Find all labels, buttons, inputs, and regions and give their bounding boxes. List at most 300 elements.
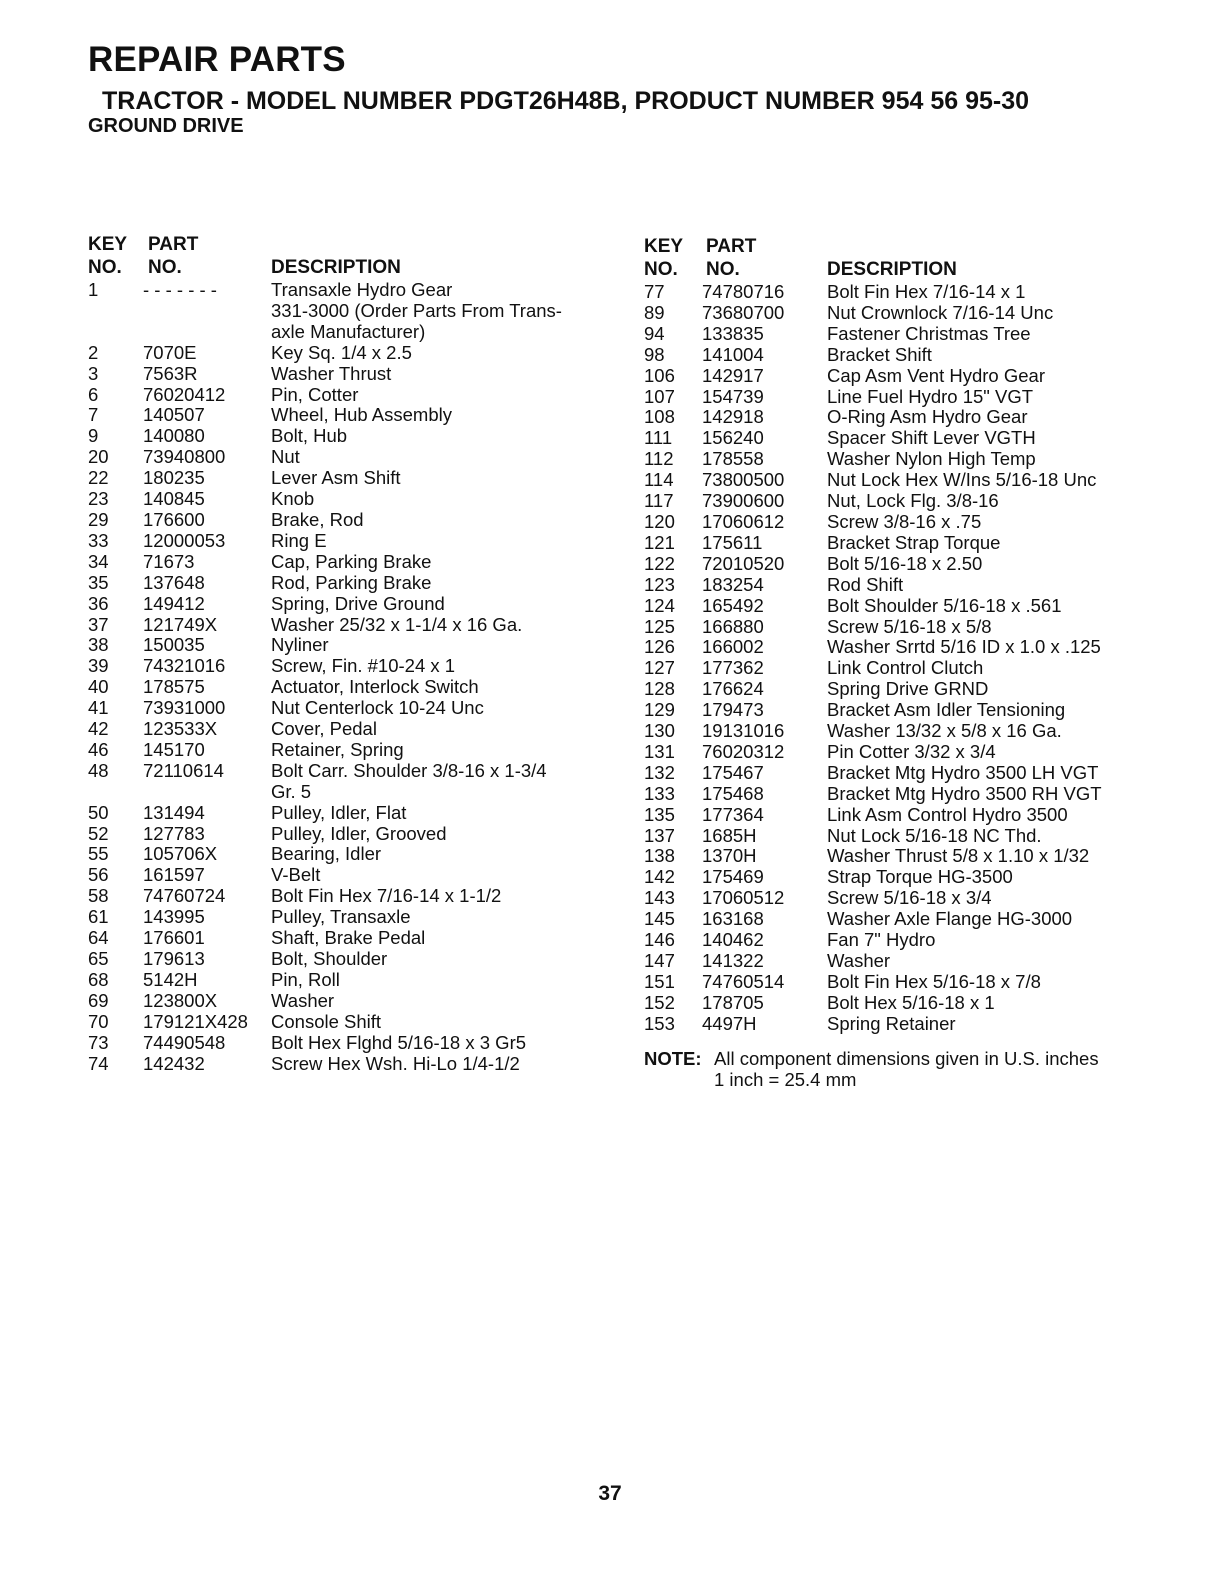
key-number: 146	[644, 929, 675, 951]
part-number: 5142H	[143, 968, 198, 990]
table-row	[644, 867, 1144, 888]
part-number: 175469	[702, 866, 764, 888]
part-number: 123800X	[143, 989, 218, 1011]
part-description: Pin, Roll	[271, 968, 340, 990]
table-row	[88, 949, 628, 970]
part-number: 74321016	[143, 655, 226, 677]
table-row	[644, 826, 1144, 847]
part-number: 76020412	[143, 383, 226, 405]
table-row	[88, 865, 628, 886]
key-number: 34	[88, 550, 109, 572]
key-number: 36	[88, 592, 109, 614]
part-number: 19131016	[702, 720, 785, 742]
key-number: 142	[644, 866, 675, 888]
key-number: 125	[644, 615, 675, 637]
part-number: 183254	[702, 573, 764, 595]
part-number: 165492	[702, 594, 764, 616]
table-row	[88, 740, 628, 761]
part-description: Fastener Christmas Tree	[827, 322, 1031, 344]
key-number: 145	[644, 908, 675, 930]
table-row	[644, 449, 1144, 470]
part-number: 142918	[702, 406, 764, 428]
note-text: All component dimensions given in U.S. inches	[714, 1047, 1099, 1069]
part-description: Bracket Mtg Hydro 3500 LH VGT	[827, 761, 1099, 783]
part-number: 143995	[143, 906, 205, 928]
part-number: 142917	[702, 364, 764, 386]
part-number: 73940800	[143, 446, 226, 468]
part-number: 137648	[143, 571, 205, 593]
part-description: Wheel, Hub Assembly	[271, 404, 452, 426]
part-number: 74780716	[702, 281, 785, 302]
table-row	[644, 951, 1144, 972]
table-row	[644, 428, 1144, 449]
table-row	[644, 491, 1144, 512]
table-row	[88, 1054, 628, 1075]
section-title: GROUND DRIVE	[88, 115, 244, 137]
table-row	[88, 468, 628, 489]
key-number: 55	[88, 843, 109, 865]
part-number: 74760514	[702, 970, 785, 992]
part-description: Nut Lock 5/16-18 NC Thd.	[827, 824, 1042, 846]
table-row	[88, 573, 628, 594]
key-number: 120	[644, 510, 675, 532]
part-number: 177362	[702, 657, 764, 679]
table-row	[88, 426, 628, 447]
part-description: Bolt 5/16-18 x 2.50	[827, 552, 983, 574]
part-description: Screw, Fin. #10-24 x 1	[271, 655, 456, 677]
key-number: 135	[644, 803, 675, 825]
description-header: DESCRIPTION	[271, 257, 401, 278]
part-number: 17060612	[702, 510, 785, 532]
part-number: 72010520	[702, 552, 785, 574]
key-number: 46	[88, 738, 109, 760]
key-number: 56	[88, 864, 109, 886]
key-header: KEY	[88, 234, 128, 255]
table-row	[88, 677, 628, 698]
part-number: 73680700	[702, 301, 785, 323]
part-number: 150035	[143, 634, 205, 656]
part-number: 121749X	[143, 613, 218, 635]
part-number: 133835	[702, 322, 764, 344]
part-description: Bracket Asm Idler Tensioning	[827, 699, 1066, 721]
part-description: O-Ring Asm Hydro Gear	[827, 406, 1028, 428]
note-conversion: 1 inch = 25.4 mm	[714, 1068, 857, 1090]
key-number: 133	[644, 782, 675, 804]
part-description: Washer	[827, 950, 891, 971]
key-number: 132	[644, 761, 675, 783]
part-description: Strap Torque HG-3500	[827, 866, 1013, 888]
part-description: Spring Retainer	[827, 1012, 956, 1034]
part-number: 166002	[702, 636, 764, 658]
key-number: 114	[644, 469, 674, 491]
table-row	[644, 387, 1144, 408]
part-description: Bolt Shoulder 5/16-18 x .561	[827, 594, 1062, 616]
key-no-header: NO.	[644, 259, 678, 280]
table-row	[644, 679, 1144, 700]
part-number: 123533X	[143, 718, 218, 740]
key-number: 129	[644, 699, 675, 721]
part-description: Console Shift	[271, 1010, 382, 1032]
table-row	[644, 282, 1144, 303]
key-number: 152	[644, 991, 675, 1013]
key-number: 2	[88, 341, 99, 363]
table-row	[88, 928, 628, 949]
part-description: Screw 3/8-16 x .75	[827, 510, 982, 532]
part-number: 175611	[702, 531, 763, 553]
table-row	[88, 489, 628, 510]
table-row	[644, 1014, 1144, 1035]
part-number: 145170	[143, 738, 205, 760]
part-header: PART	[706, 236, 757, 257]
part-description: Screw 5/16-18 x 3/4	[827, 887, 992, 909]
table-row	[644, 888, 1144, 909]
part-number: 154739	[702, 385, 764, 407]
key-number: 69	[88, 989, 109, 1011]
part-description: Cover, Pedal	[271, 718, 377, 740]
table-row	[88, 761, 628, 803]
key-number: 9	[88, 425, 99, 447]
key-number: 121	[644, 531, 675, 553]
table-row	[644, 303, 1144, 324]
key-number: 106	[644, 364, 675, 386]
part-number: 175467	[702, 761, 764, 783]
part-description: Washer Thrust 5/8 x 1.10 x 1/32	[827, 845, 1090, 867]
key-number: 138	[644, 845, 675, 867]
part-number: 179613	[143, 948, 205, 969]
parts-list-right	[644, 236, 1144, 1090]
part-description: Spring, Drive Ground	[271, 592, 445, 614]
part-description: Link Control Clutch	[827, 657, 984, 679]
part-description: Pulley, Idler, Grooved	[271, 822, 447, 844]
parts-list-header	[644, 236, 1144, 282]
part-number: 1685H	[702, 824, 757, 846]
key-number: 143	[644, 887, 675, 909]
table-row	[88, 510, 628, 531]
table-row	[88, 1033, 628, 1054]
key-number: 37	[88, 613, 109, 635]
table-row	[644, 721, 1144, 742]
part-description: Cap, Parking Brake	[271, 550, 432, 572]
part-description: Nut Lock Hex W/Ins 5/16-18 Unc	[827, 469, 1097, 491]
table-row	[644, 909, 1144, 930]
part-description: Shaft, Brake Pedal	[271, 927, 426, 949]
part-description: Transaxle Hydro Gear	[271, 279, 453, 300]
part-number: 74760724	[143, 885, 226, 907]
key-number: 137	[644, 824, 675, 846]
table-row	[88, 719, 628, 740]
part-description: Bracket Mtg Hydro 3500 RH VGT	[827, 782, 1102, 804]
part-no-header: NO.	[148, 257, 182, 278]
part-number: 7070E	[143, 341, 197, 363]
table-row	[88, 824, 628, 845]
part-number: 140845	[143, 488, 205, 510]
table-row	[644, 993, 1144, 1014]
part-description: Spring Drive GRND	[827, 678, 989, 700]
part-number: 175468	[702, 782, 764, 804]
table-row	[88, 531, 628, 552]
part-description: Washer 13/32 x 5/8 x 16 Ga.	[827, 720, 1062, 742]
part-no-header: NO.	[706, 259, 740, 280]
key-number: 48	[88, 759, 109, 781]
table-row	[644, 324, 1144, 345]
key-number: 122	[644, 552, 675, 574]
part-number: 140507	[143, 404, 205, 426]
part-description: Nut Centerlock 10-24 Unc	[271, 697, 484, 719]
part-description: Washer Axle Flange HG-3000	[827, 908, 1073, 930]
part-number: 179121X428	[143, 1010, 248, 1032]
table-row	[644, 658, 1144, 679]
part-number: 179473	[702, 699, 764, 721]
key-number: 6	[88, 383, 99, 405]
parts-list-header	[88, 234, 628, 280]
key-number: 61	[88, 906, 109, 928]
part-description: axle Manufacturer)	[271, 320, 426, 342]
table-row	[88, 552, 628, 573]
part-description: Line Fuel Hydro 15" VGT	[827, 385, 1034, 407]
key-number: 22	[88, 467, 109, 489]
table-row	[88, 405, 628, 426]
table-row	[644, 366, 1144, 387]
table-row	[644, 345, 1144, 366]
key-number: 64	[88, 927, 109, 949]
parts-rows-left	[88, 280, 628, 1074]
part-number: 149412	[143, 592, 205, 614]
part-description: Pulley, Transaxle	[271, 906, 411, 928]
page-number: 37	[598, 1482, 622, 1505]
page-title: REPAIR PARTS	[88, 40, 346, 79]
key-number: 20	[88, 446, 109, 468]
key-number: 70	[88, 1010, 109, 1032]
part-description: Pin, Cotter	[271, 383, 359, 405]
part-number: 71673	[143, 550, 195, 572]
model-subtitle: TRACTOR - MODEL NUMBER PDGT26H48B, PRODUCT NUMBER 954 56 95-30	[102, 87, 1030, 115]
part-number: 177364	[702, 803, 764, 825]
part-description: Knob	[271, 488, 315, 510]
parts-list-left	[88, 234, 628, 1074]
part-number: 163168	[702, 908, 764, 930]
key-number: 111	[644, 427, 673, 449]
key-no-header: NO.	[88, 257, 122, 278]
part-number: 140462	[702, 929, 764, 951]
parts-rows-right	[644, 282, 1144, 1035]
table-row	[88, 698, 628, 719]
part-number: 17060512	[702, 887, 785, 909]
part-number: 176600	[143, 508, 205, 530]
table-row	[88, 364, 628, 385]
part-description: Brake, Rod	[271, 508, 364, 530]
part-description: Bolt, Shoulder	[271, 948, 388, 969]
key-number: 89	[644, 301, 665, 323]
table-row	[644, 846, 1144, 867]
table-row	[644, 470, 1144, 491]
part-number: 131494	[143, 801, 205, 823]
table-row	[644, 407, 1144, 428]
table-row	[88, 886, 628, 907]
key-number: 151	[644, 970, 675, 992]
key-number: 52	[88, 822, 109, 844]
part-number: 1370H	[702, 845, 757, 867]
table-row	[644, 805, 1144, 826]
part-description: Pulley, Idler, Flat	[271, 801, 407, 823]
part-description: Pin Cotter 3/32 x 3/4	[827, 740, 996, 762]
part-number: 176601	[143, 927, 205, 949]
key-number: 3	[88, 362, 99, 384]
key-number: 128	[644, 678, 675, 700]
part-number: 7563R	[143, 362, 198, 384]
key-number: 107	[644, 385, 675, 407]
part-number: 74490548	[143, 1031, 226, 1053]
note-label: NOTE:	[644, 1047, 702, 1069]
part-number: 178558	[702, 448, 764, 470]
part-description: Lever Asm Shift	[271, 467, 401, 489]
part-number: 142432	[143, 1052, 205, 1074]
key-number: 108	[644, 406, 675, 428]
part-description: Nut	[271, 446, 300, 468]
key-number: 117	[644, 490, 674, 512]
part-number: 178575	[143, 676, 205, 698]
part-description: V-Belt	[271, 864, 321, 886]
part-description: Key Sq. 1/4 x 2.5	[271, 341, 412, 363]
table-row	[88, 970, 628, 991]
part-description: Cap Asm Vent Hydro Gear	[827, 364, 1045, 386]
part-number: 141322	[702, 950, 764, 971]
part-number: 127783	[143, 822, 205, 844]
key-header: KEY	[644, 236, 684, 257]
part-description: Bracket Shift	[827, 343, 932, 365]
table-row	[88, 280, 628, 343]
part-description: Bolt Hex Flghd 5/16-18 x 3 Gr5	[271, 1031, 527, 1053]
key-number: 98	[644, 343, 665, 365]
part-description: Ring E	[271, 529, 327, 551]
part-description: Actuator, Interlock Switch	[271, 676, 479, 698]
part-description: Rod, Parking Brake	[271, 571, 432, 593]
table-row	[88, 844, 628, 865]
key-number: 124	[644, 594, 675, 616]
key-number: 127	[644, 657, 675, 679]
key-number: 147	[644, 950, 675, 971]
part-description: Washer Nylon High Temp	[827, 448, 1036, 470]
key-number: 41	[88, 697, 109, 719]
dimensions-note	[644, 1049, 1144, 1091]
part-description: Retainer, Spring	[271, 738, 404, 760]
table-row	[88, 447, 628, 468]
table-row	[88, 991, 628, 1012]
key-number: 38	[88, 634, 109, 656]
table-row	[644, 512, 1144, 533]
part-description: Bolt Fin Hex 7/16-14 x 1	[827, 281, 1026, 302]
part-number: 73800500	[702, 469, 785, 491]
part-description: Bolt Carr. Shoulder 3/8-16 x 1-3/4	[271, 759, 547, 781]
part-number: 105706X	[143, 843, 218, 865]
table-row	[88, 343, 628, 364]
part-header: PART	[148, 234, 199, 255]
table-row	[644, 742, 1144, 763]
key-number: 50	[88, 801, 109, 823]
key-number: 29	[88, 508, 109, 530]
part-description: Bolt Hex 5/16-18 x 1	[827, 991, 995, 1013]
key-number: 94	[644, 322, 665, 344]
table-row	[88, 1012, 628, 1033]
table-row	[644, 930, 1144, 951]
part-description: Washer Thrust	[271, 362, 392, 384]
table-row	[644, 533, 1144, 554]
part-number: 140080	[143, 425, 205, 447]
part-description: Gr. 5	[271, 780, 312, 802]
part-description: Washer	[271, 989, 335, 1011]
table-row	[644, 700, 1144, 721]
part-description: Bearing, Idler	[271, 843, 382, 865]
part-description: Rod Shift	[827, 573, 904, 595]
table-row	[644, 617, 1144, 638]
key-number: 68	[88, 968, 109, 990]
part-description: Spacer Shift Lever VGTH	[827, 427, 1036, 449]
part-number: 141004	[702, 343, 764, 365]
part-number: - - - - - - -	[143, 279, 217, 300]
part-number: 76020312	[702, 740, 785, 762]
key-number: 42	[88, 718, 109, 740]
part-number: 4497H	[702, 1012, 757, 1034]
key-number: 23	[88, 488, 109, 510]
key-number: 77	[644, 281, 665, 302]
part-description: Bolt Fin Hex 5/16-18 x 7/8	[827, 970, 1041, 992]
key-number: 123	[644, 573, 675, 595]
part-number: 73931000	[143, 697, 226, 719]
part-description: Screw 5/16-18 x 5/8	[827, 615, 992, 637]
part-number: 12000053	[143, 529, 226, 551]
part-number: 166880	[702, 615, 764, 637]
key-number: 40	[88, 676, 109, 698]
table-row	[644, 637, 1144, 658]
part-description: Link Asm Control Hydro 3500	[827, 803, 1068, 825]
key-number: 74	[88, 1052, 109, 1074]
table-row	[88, 635, 628, 656]
part-description: Nut, Lock Flg. 3/8-16	[827, 490, 999, 512]
part-description: Bolt, Hub	[271, 425, 348, 447]
part-description: Fan 7" Hydro	[827, 929, 936, 951]
table-row	[88, 615, 628, 636]
key-number: 58	[88, 885, 109, 907]
key-number: 130	[644, 720, 675, 742]
table-row	[644, 554, 1144, 575]
part-description: Screw Hex Wsh. Hi-Lo 1/4-1/2	[271, 1052, 520, 1074]
part-number: 180235	[143, 467, 205, 489]
part-number: 176624	[702, 678, 764, 700]
key-number: 35	[88, 571, 109, 593]
table-row	[88, 656, 628, 677]
key-number: 7	[88, 404, 99, 426]
part-description: Nut Crownlock 7/16-14 Unc	[827, 301, 1054, 323]
description-header: DESCRIPTION	[827, 259, 957, 280]
part-description: 331-3000 (Order Parts From Trans-	[271, 299, 562, 321]
part-description: Nyliner	[271, 634, 329, 656]
table-row	[88, 594, 628, 615]
part-number: 156240	[702, 427, 764, 449]
table-row	[88, 803, 628, 824]
key-number: 112	[644, 448, 674, 470]
part-number: 73900600	[702, 490, 785, 512]
part-description: Bracket Strap Torque	[827, 531, 1001, 553]
table-row	[644, 596, 1144, 617]
table-row	[644, 763, 1144, 784]
key-number: 1	[88, 279, 99, 300]
key-number: 33	[88, 529, 109, 551]
part-description: Washer Srrtd 5/16 ID x 1.0 x .125	[827, 636, 1101, 658]
table-row	[88, 385, 628, 406]
part-description: Washer 25/32 x 1-1/4 x 16 Ga.	[271, 613, 523, 635]
key-number: 153	[644, 1012, 675, 1034]
key-number: 131	[644, 740, 675, 762]
part-number: 161597	[143, 864, 205, 886]
